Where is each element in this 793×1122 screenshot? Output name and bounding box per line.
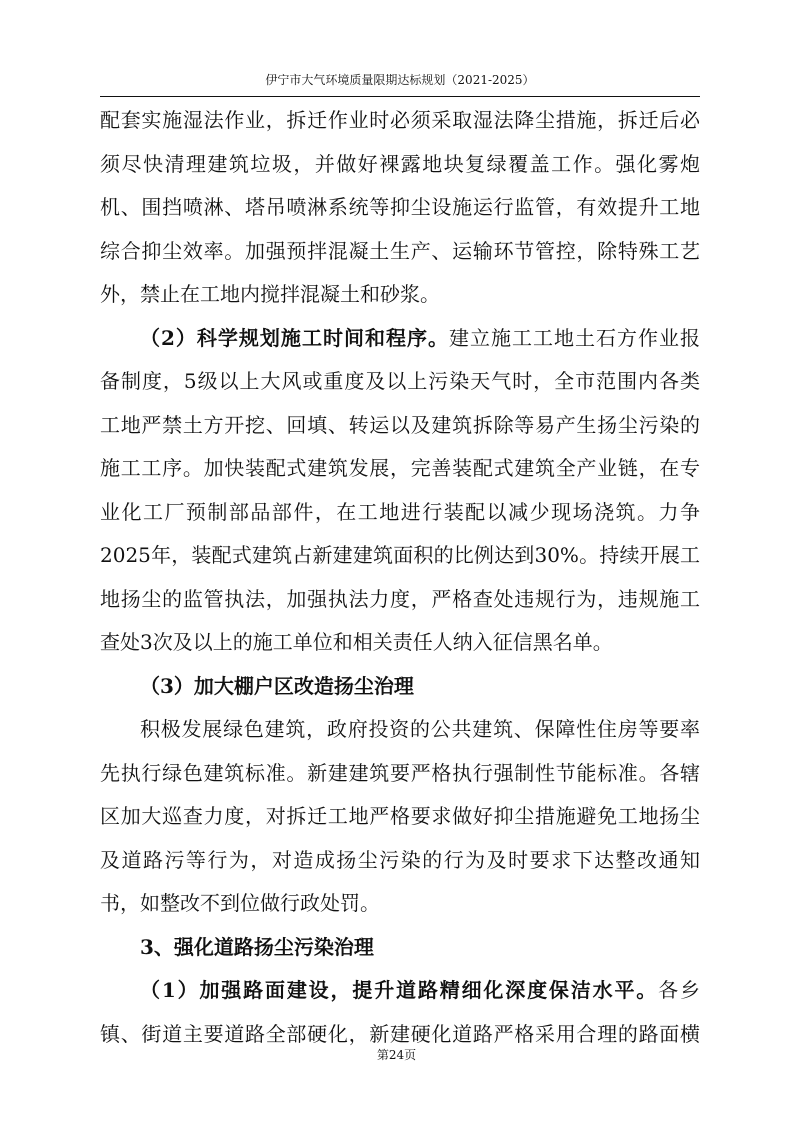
text-line: 区加大巡查力度，对拆迁工地严格要求做好抑尘措施避免工地扬尘 [100, 804, 700, 828]
text-line: 镇、街道主要道路全部硬化，新建硬化道路严格采用合理的路面横 [100, 1021, 700, 1046]
text-line: 施工工序。加快装配式建筑发展，完善装配式建筑全产业链，在专 [100, 456, 700, 480]
header-divider [100, 96, 700, 97]
text-line: 须尽快清理建筑垃圾，并做好裸露地块复绿覆盖工作。强化雾炮 [100, 151, 700, 176]
text-line: 地扬尘的监管执法，加强执法力度，严格查处违规行为，违规施工 [100, 586, 700, 611]
section-heading: 3、强化道路扬尘污染治理 [140, 934, 374, 959]
text-line: 建立施工工地土石方作业报 [448, 325, 701, 350]
text-line: 各乡 [658, 978, 700, 1002]
text-line: 工地严禁土方开挖、回填、转运以及建筑拆除等易产生扬尘污染的 [100, 412, 700, 437]
text-line: 积极发展绿色建筑，政府投资的公共建筑、保障性住房等要率 [140, 717, 700, 741]
page-header: 伊宁市大气环境质量限期达标规划（2021-2025） [265, 73, 535, 87]
section-heading-line [100, 926, 700, 970]
text-line: 2025年，装配式建筑占新建建筑面积的比例达到30%。持续开展工 [100, 543, 700, 567]
subsection-heading: （2）科学规划施工时间和程序。 [140, 325, 449, 350]
text-line: 书，如整改不到位做行政处罚。 [100, 891, 380, 915]
text-line: 机、围挡喷淋、塔吊喷淋系统等抑尘设施运行监管，有效提升工地 [100, 195, 700, 219]
text-line: 查处3次及以上的施工单位和相关责任人纳入征信黑名单。 [100, 630, 613, 654]
text-line: 外，禁止在工地内搅拌混凝土和砂浆。 [100, 282, 440, 306]
text-line: 备制度，5级以上大风或重度及以上污染天气时，全市范围内各类 [100, 369, 700, 393]
page-number: 第24页 [376, 1048, 417, 1062]
text-line: 及道路污等行为，对造成扬尘污染的行为及时要求下达整改通知 [100, 847, 700, 872]
text-line: 先执行绿色建筑标准。新建建筑要严格执行强制性节能标准。各辖 [100, 760, 700, 785]
text-line: 配套实施湿法作业，拆迁作业时必须采取湿法降尘措施，拆迁后必 [100, 108, 700, 132]
subsection-paragraph [100, 969, 700, 1013]
subsection-heading: （1）加强路面建设，提升道路精细化深度保洁水平。 [140, 978, 659, 1002]
document-body [100, 99, 700, 1056]
subsection-heading: （3）加大棚户区改造扬尘治理 [140, 673, 414, 698]
text-line: 业化工厂预制部品部件，在工地进行装配以减少现场浇筑。力争 [100, 499, 700, 524]
subsection-paragraph [100, 317, 700, 361]
subsection-heading-line [100, 665, 700, 709]
text-line: 综合抑尘效率。加强预拌混凝土生产、运输环节管控，除特殊工艺 [100, 238, 700, 263]
